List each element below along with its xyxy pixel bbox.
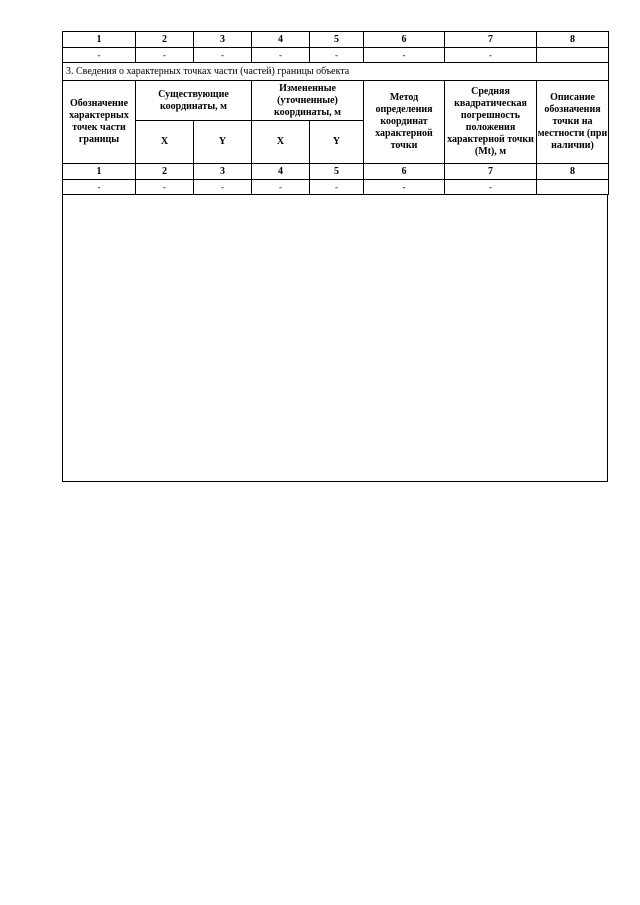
dash-cell	[537, 180, 609, 195]
header-x-existing: X	[136, 121, 194, 164]
dash-cell: -	[194, 48, 252, 63]
header-y-changed: Y	[310, 121, 364, 164]
document-page	[62, 31, 608, 482]
dash-cell: -	[310, 48, 364, 63]
dash-cell: -	[194, 180, 252, 195]
num-cell: 5	[310, 32, 364, 48]
dash-cell: -	[136, 48, 194, 63]
num-cell: 6	[364, 32, 445, 48]
num-cell: 4	[252, 164, 310, 180]
top-number-row	[63, 32, 609, 48]
num-cell: 8	[537, 164, 609, 180]
section-row	[63, 63, 609, 81]
num-cell: 5	[310, 164, 364, 180]
header-error: Средняя квадратическая погрешность положения характерной точки (Mt), м	[445, 81, 537, 164]
empty-content-box	[62, 195, 608, 482]
bottom-number-row	[63, 164, 609, 180]
num-cell: 1	[63, 32, 136, 48]
header-x-changed: X	[252, 121, 310, 164]
dash-cell: -	[445, 180, 537, 195]
dash-cell: -	[63, 48, 136, 63]
num-cell: 8	[537, 32, 609, 48]
header-point-designation: Обозначение характерных точек части границы	[63, 81, 136, 164]
num-cell: 1	[63, 164, 136, 180]
dash-cell: -	[310, 180, 364, 195]
num-cell: 6	[364, 164, 445, 180]
section-title: 3. Сведения о характерных точках части (частей) границы объекта	[63, 63, 609, 81]
dash-cell: -	[364, 48, 445, 63]
num-cell: 4	[252, 32, 310, 48]
header-method: Метод определения координат характерной точки	[364, 81, 445, 164]
dash-cell: -	[252, 48, 310, 63]
header-description: Описание обозначения точки на местности (при наличии)	[537, 81, 609, 164]
num-cell: 7	[445, 32, 537, 48]
dash-cell: -	[252, 180, 310, 195]
header-y-existing: Y	[194, 121, 252, 164]
points-table	[62, 31, 609, 195]
header-row-1	[63, 81, 609, 121]
num-cell: 3	[194, 32, 252, 48]
num-cell: 3	[194, 164, 252, 180]
dash-cell: -	[364, 180, 445, 195]
num-cell: 2	[136, 32, 194, 48]
dash-cell: -	[136, 180, 194, 195]
num-cell: 2	[136, 164, 194, 180]
header-changed-coordinates: Измененные (уточненные) координаты, м	[252, 81, 364, 121]
header-existing-coordinates: Существующие координаты, м	[136, 81, 252, 121]
dash-cell	[537, 48, 609, 63]
bottom-dash-row	[63, 180, 609, 195]
dash-cell: -	[63, 180, 136, 195]
num-cell: 7	[445, 164, 537, 180]
dash-cell: -	[445, 48, 537, 63]
top-dash-row	[63, 48, 609, 63]
